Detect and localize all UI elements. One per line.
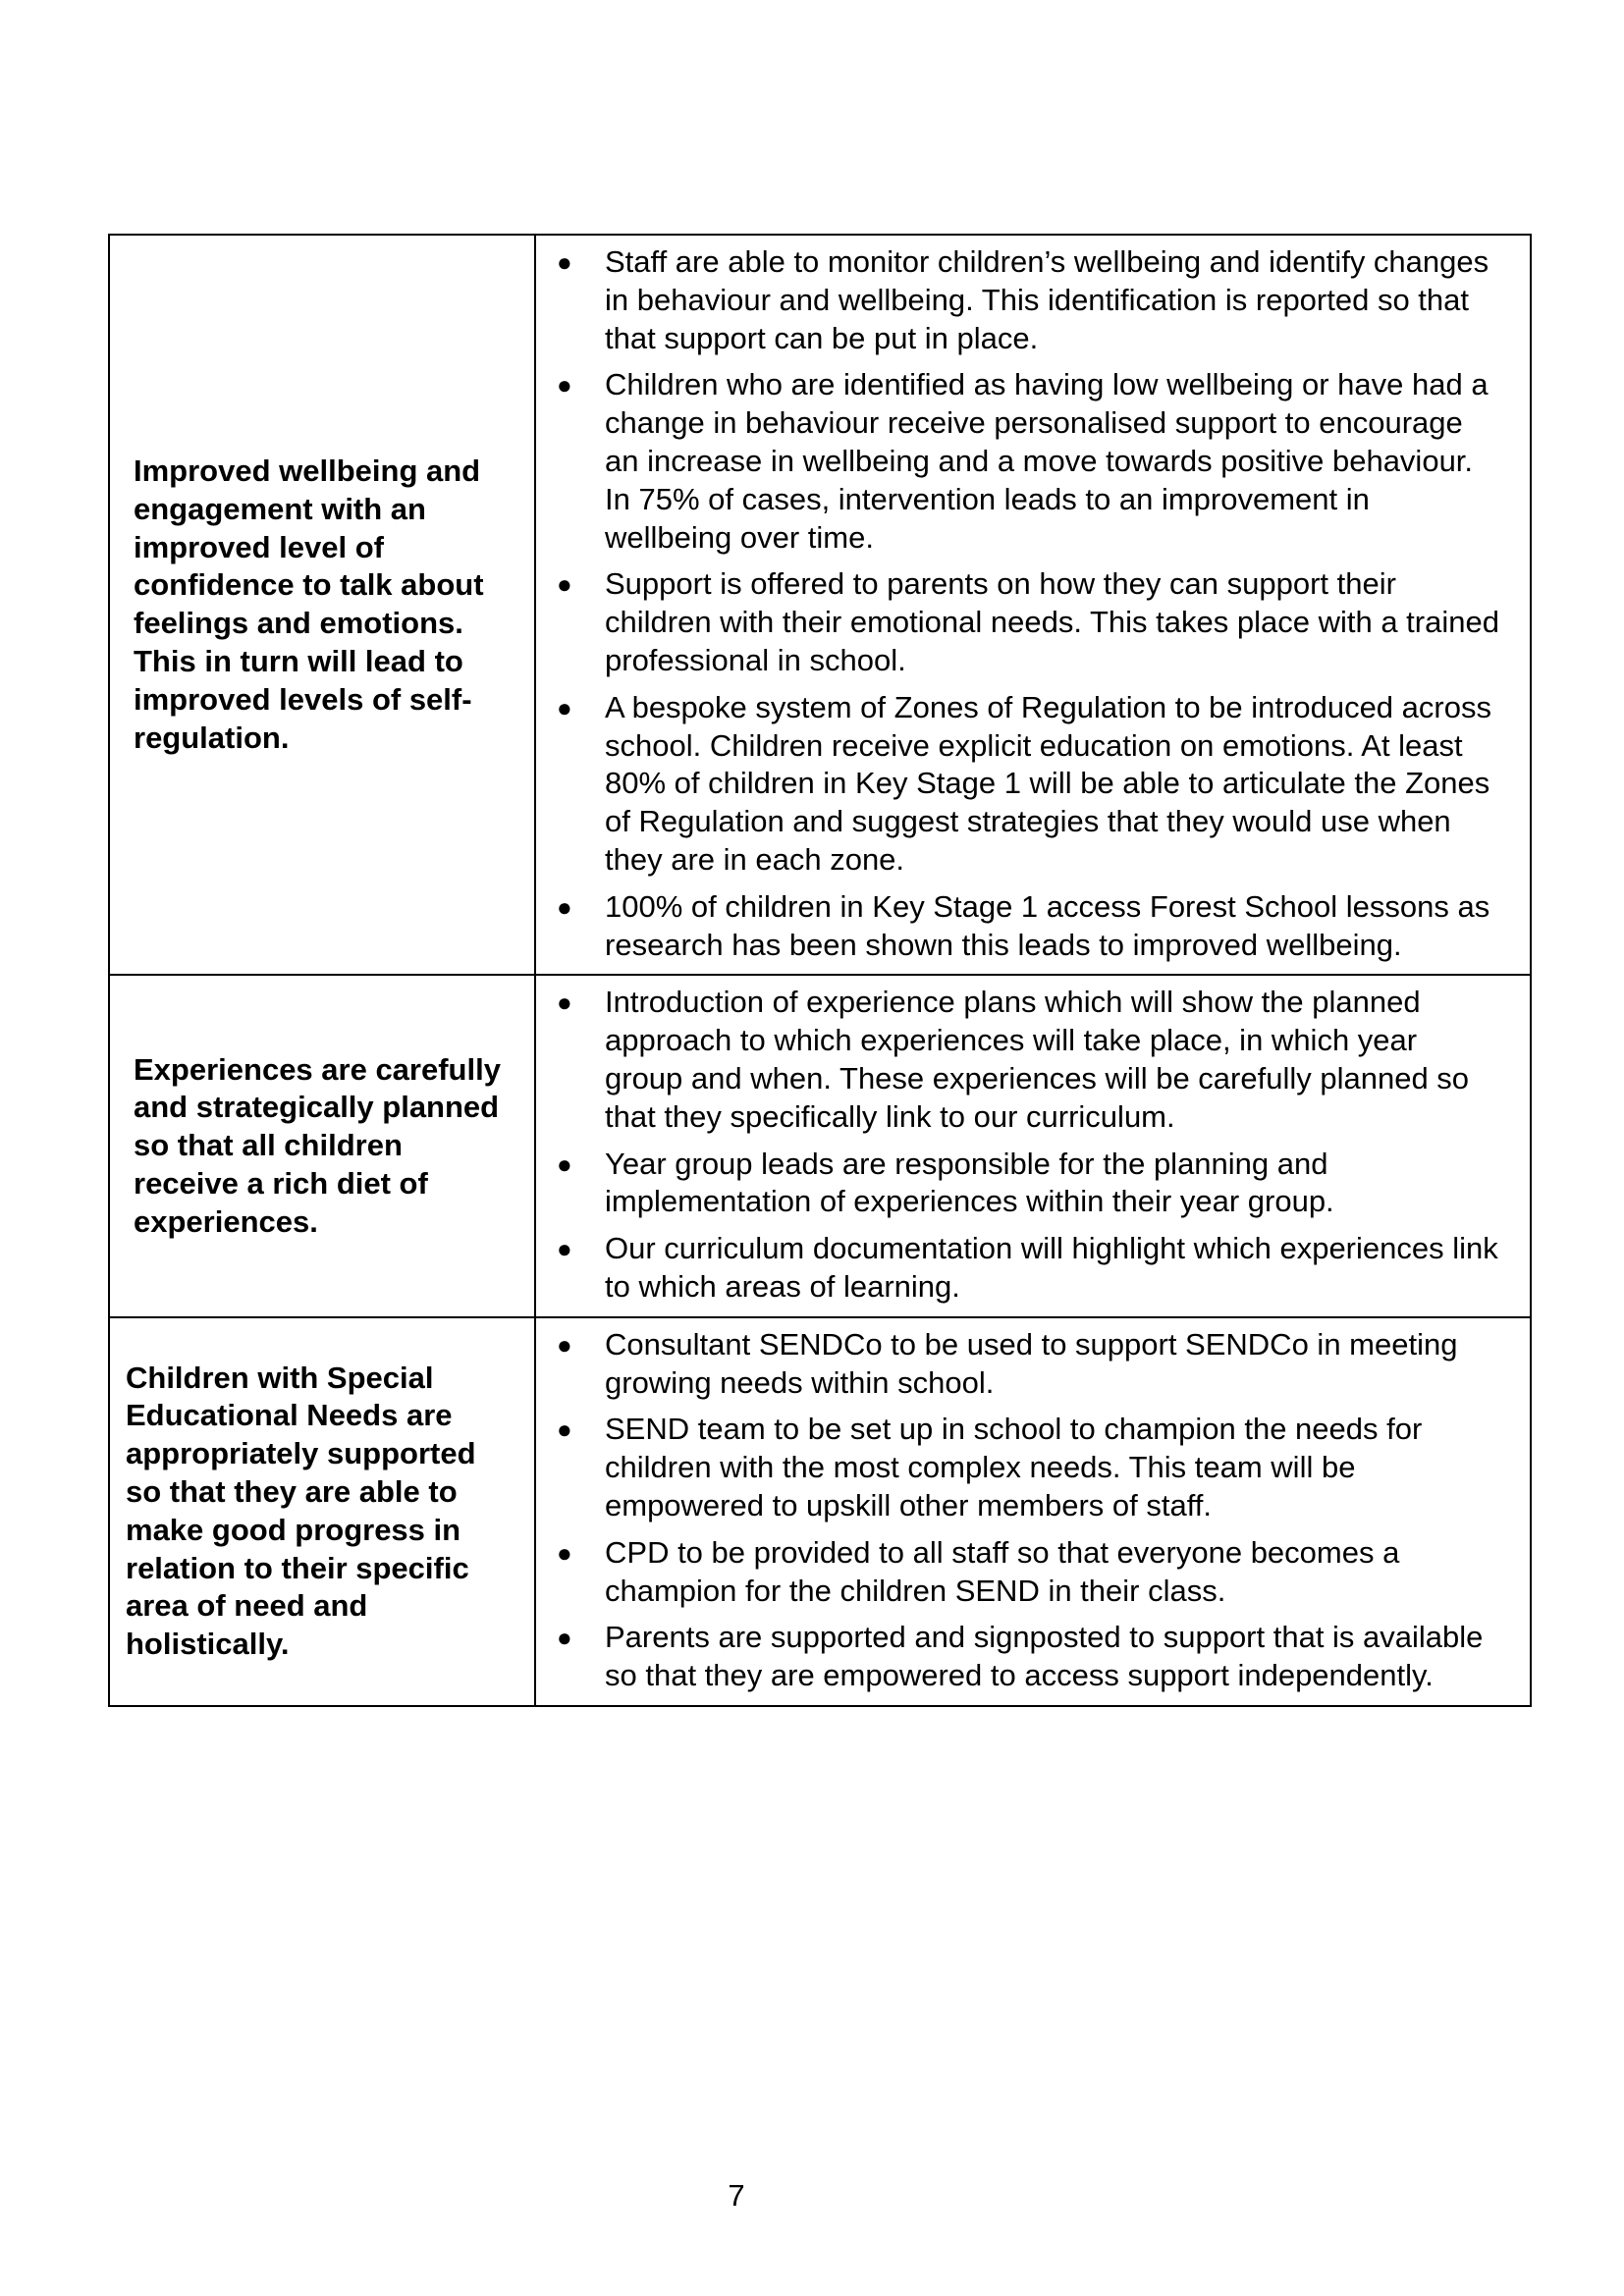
list-item — [552, 1411, 1502, 1524]
criterion-text: Year group leads are responsible for the planning and implementation of experiences within their year group. — [605, 1146, 1334, 1219]
table-row — [109, 975, 1531, 1316]
bullet-icon: ● — [557, 1623, 572, 1653]
success-criteria-cell — [535, 975, 1531, 1316]
table-row — [109, 235, 1531, 975]
intended-outcome-text: Improved wellbeing and engagement with an improved level of confidence to talk about feelings and emotions. This in turn will lead to improved levels of self-regulation. — [134, 453, 484, 755]
criterion-text: Our curriculum documentation will highlight which experiences link to which areas of learning. — [605, 1231, 1498, 1304]
bullet-icon: ● — [557, 1329, 572, 1360]
criterion-text: 100% of children in Key Stage 1 access Forest School lessons as research has been shown this leads to improved wellbeing. — [605, 888, 1490, 962]
list-item — [552, 1326, 1502, 1403]
intended-outcome-cell — [109, 235, 535, 975]
success-criteria-list — [552, 984, 1502, 1306]
list-item — [552, 1534, 1502, 1611]
success-criteria-list — [552, 1326, 1502, 1695]
criterion-text: CPD to be provided to all staff so that everyone becomes a champion for the children SEND in their class. — [605, 1534, 1400, 1608]
success-criteria-cell — [535, 1317, 1531, 1706]
bullet-icon: ● — [557, 1234, 572, 1264]
criterion-text: A bespoke system of Zones of Regulation to be introduced across school. Children receive explicit education on emotions. At least 80% of children in Key Stage 1 will be able to articulate the Zones of Regulation and suggest strategies that they would use when they are in each zone. — [605, 689, 1491, 877]
list-item — [552, 366, 1502, 557]
bullet-icon: ● — [557, 1537, 572, 1568]
criterion-text: Parents are supported and signposted to support that is available so that they are empowered to access support independently. — [605, 1620, 1484, 1693]
bullet-icon: ● — [557, 1148, 572, 1179]
page-number: 7 — [728, 2178, 745, 2213]
success-criteria-cell — [535, 235, 1531, 975]
intended-outcome-text: Experiences are carefully and strategically planned so that all children receive a rich diet of experiences. — [134, 1051, 501, 1239]
intended-outcome-text: Children with Special Educational Needs are appropriately supported so that they are able to make good progress in relation to their specific area of need and holistically. — [126, 1360, 476, 1662]
list-item — [552, 243, 1502, 357]
success-criteria-list — [552, 243, 1502, 964]
bullet-icon: ● — [557, 1415, 572, 1445]
criterion-text: Introduction of experience plans which will show the planned approach to which experiences will take place, in which year group and when. These experiences will be carefully planned so that they specifically link to our curriculum. — [605, 985, 1470, 1134]
bullet-icon: ● — [557, 247, 572, 277]
intended-outcome-cell — [109, 1317, 535, 1706]
bullet-icon: ● — [557, 988, 572, 1018]
bullet-icon: ● — [557, 370, 572, 400]
bullet-icon: ● — [557, 891, 572, 922]
list-item — [552, 689, 1502, 880]
table-row — [109, 1317, 1531, 1706]
list-item — [552, 565, 1502, 679]
list-item — [552, 1619, 1502, 1695]
criterion-text: Support is offered to parents on how they can support their children with their emotional needs. This takes place with a trained professional in school. — [605, 566, 1499, 677]
criterion-text: Consultant SENDCo to be used to support SENDCo in meeting growing needs within school. — [605, 1326, 1458, 1400]
bullet-icon: ● — [557, 569, 572, 600]
criterion-text: Staff are able to monitor children’s wellbeing and identify changes in behaviour and wellbeing. This identification is reported so that that support can be put in place. — [605, 244, 1489, 355]
bullet-icon: ● — [557, 692, 572, 722]
criterion-text: SEND team to be set up in school to champion the needs for children with the most complex needs. This team will be empowered to upskill other members of staff. — [605, 1412, 1423, 1522]
list-item — [552, 1146, 1502, 1222]
criterion-text: Children who are identified as having low wellbeing or have had a change in behaviour receive personalised support to encourage an increase in wellbeing and a move towards positive behaviour. In 75% of cases, intervention leads to an improvement in wellbeing over time. — [605, 367, 1489, 555]
intended-outcome-cell — [109, 975, 535, 1316]
outcomes-table — [108, 234, 1532, 1707]
list-item — [552, 888, 1502, 965]
list-item — [552, 1230, 1502, 1307]
list-item — [552, 984, 1502, 1136]
